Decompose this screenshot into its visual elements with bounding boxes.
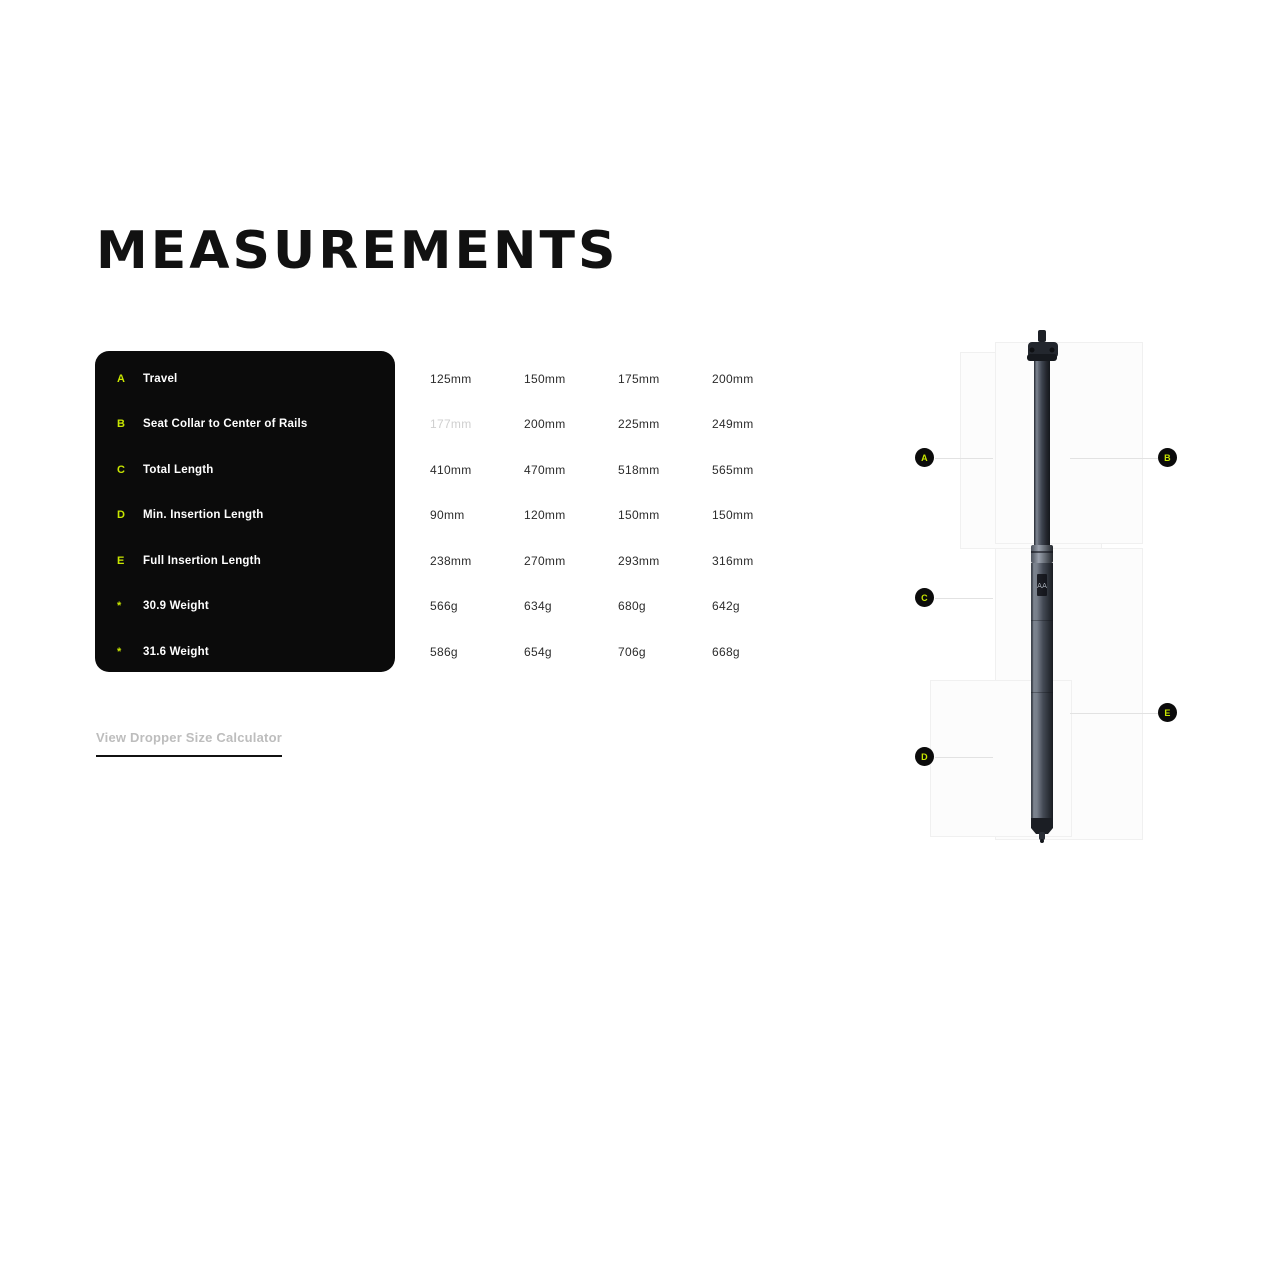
table-cell: 200mm bbox=[524, 417, 566, 432]
legend-row bbox=[95, 356, 395, 402]
table-cell: 90mm bbox=[430, 508, 465, 523]
legend-label: Seat Collar to Center of Rails bbox=[143, 418, 308, 431]
legend-row bbox=[95, 584, 395, 630]
table-cell: 150mm bbox=[618, 508, 660, 523]
table-cell: 642g bbox=[712, 599, 740, 614]
table-row bbox=[430, 493, 850, 539]
diagram-marker-c: C bbox=[915, 588, 934, 607]
table-cell: 120mm bbox=[524, 508, 566, 523]
legend-key: A bbox=[117, 372, 126, 385]
column-header: 175mm bbox=[618, 371, 660, 386]
dropper-size-calculator-link[interactable]: View Dropper Size Calculator bbox=[96, 730, 282, 757]
legend-label: Min. Insertion Length bbox=[143, 509, 264, 522]
table-cell: 586g bbox=[430, 644, 458, 659]
table-cell: 150mm bbox=[712, 508, 754, 523]
table-cell: 566g bbox=[430, 599, 458, 614]
legend-row bbox=[95, 493, 395, 539]
leader-line-c bbox=[935, 598, 993, 599]
legend-label: 30.9 Weight bbox=[143, 600, 209, 613]
table-row bbox=[430, 629, 850, 675]
leader-line-a bbox=[935, 458, 993, 459]
table-cell: 177mm bbox=[430, 417, 472, 432]
legend-row bbox=[95, 538, 395, 584]
legend-key: E bbox=[117, 554, 125, 567]
table-cell: 470mm bbox=[524, 462, 566, 477]
leader-line-d bbox=[935, 757, 993, 758]
table-cell: 654g bbox=[524, 644, 552, 659]
table-cell: 518mm bbox=[618, 462, 660, 477]
leader-line-b bbox=[1070, 458, 1158, 459]
dropper-seatpost-graphic bbox=[1010, 320, 1090, 860]
legend-label: Total Length bbox=[143, 463, 214, 476]
table-cell: 634g bbox=[524, 599, 552, 614]
table-cell: 225mm bbox=[618, 417, 660, 432]
table-cell: 410mm bbox=[430, 462, 472, 477]
diagram-marker-d: D bbox=[915, 747, 934, 766]
table-cell: 706g bbox=[618, 644, 646, 659]
legend-row bbox=[95, 402, 395, 448]
diagram-marker-b: B bbox=[1158, 448, 1177, 467]
table-cell: 565mm bbox=[712, 462, 754, 477]
legend-row bbox=[95, 447, 395, 493]
legend-row bbox=[95, 629, 395, 675]
column-header: 200mm bbox=[712, 371, 754, 386]
measurements-legend-panel bbox=[95, 351, 395, 672]
legend-label: Full Insertion Length bbox=[143, 554, 261, 567]
legend-key: D bbox=[117, 509, 126, 522]
table-cell: 680g bbox=[618, 599, 646, 614]
legend-key: C bbox=[117, 463, 126, 476]
table-cell: 668g bbox=[712, 644, 740, 659]
legend-label: Travel bbox=[143, 372, 178, 385]
table-row bbox=[430, 402, 850, 448]
page-title: MEASUREMENTS bbox=[96, 221, 619, 281]
column-header: 150mm bbox=[524, 371, 566, 386]
table-cell: 270mm bbox=[524, 553, 566, 568]
legend-key: * bbox=[117, 645, 122, 658]
table-header-row bbox=[430, 356, 850, 402]
seatpost-diagram bbox=[890, 320, 1220, 860]
diagram-marker-e: E bbox=[1158, 703, 1177, 722]
table-row bbox=[430, 447, 850, 493]
legend-key: * bbox=[117, 600, 122, 613]
table-cell: 293mm bbox=[618, 553, 660, 568]
legend-label: 31.6 Weight bbox=[143, 645, 209, 658]
table-row bbox=[430, 538, 850, 584]
table-cell: 249mm bbox=[712, 417, 754, 432]
table-cell: 238mm bbox=[430, 553, 472, 568]
svg-text:AA: AA bbox=[1037, 582, 1047, 590]
table-row bbox=[430, 584, 850, 630]
leader-line-e bbox=[1070, 713, 1158, 714]
column-header: 125mm bbox=[430, 371, 472, 386]
legend-key: B bbox=[117, 418, 126, 431]
diagram-marker-a: A bbox=[915, 448, 934, 467]
table-cell: 316mm bbox=[712, 553, 754, 568]
